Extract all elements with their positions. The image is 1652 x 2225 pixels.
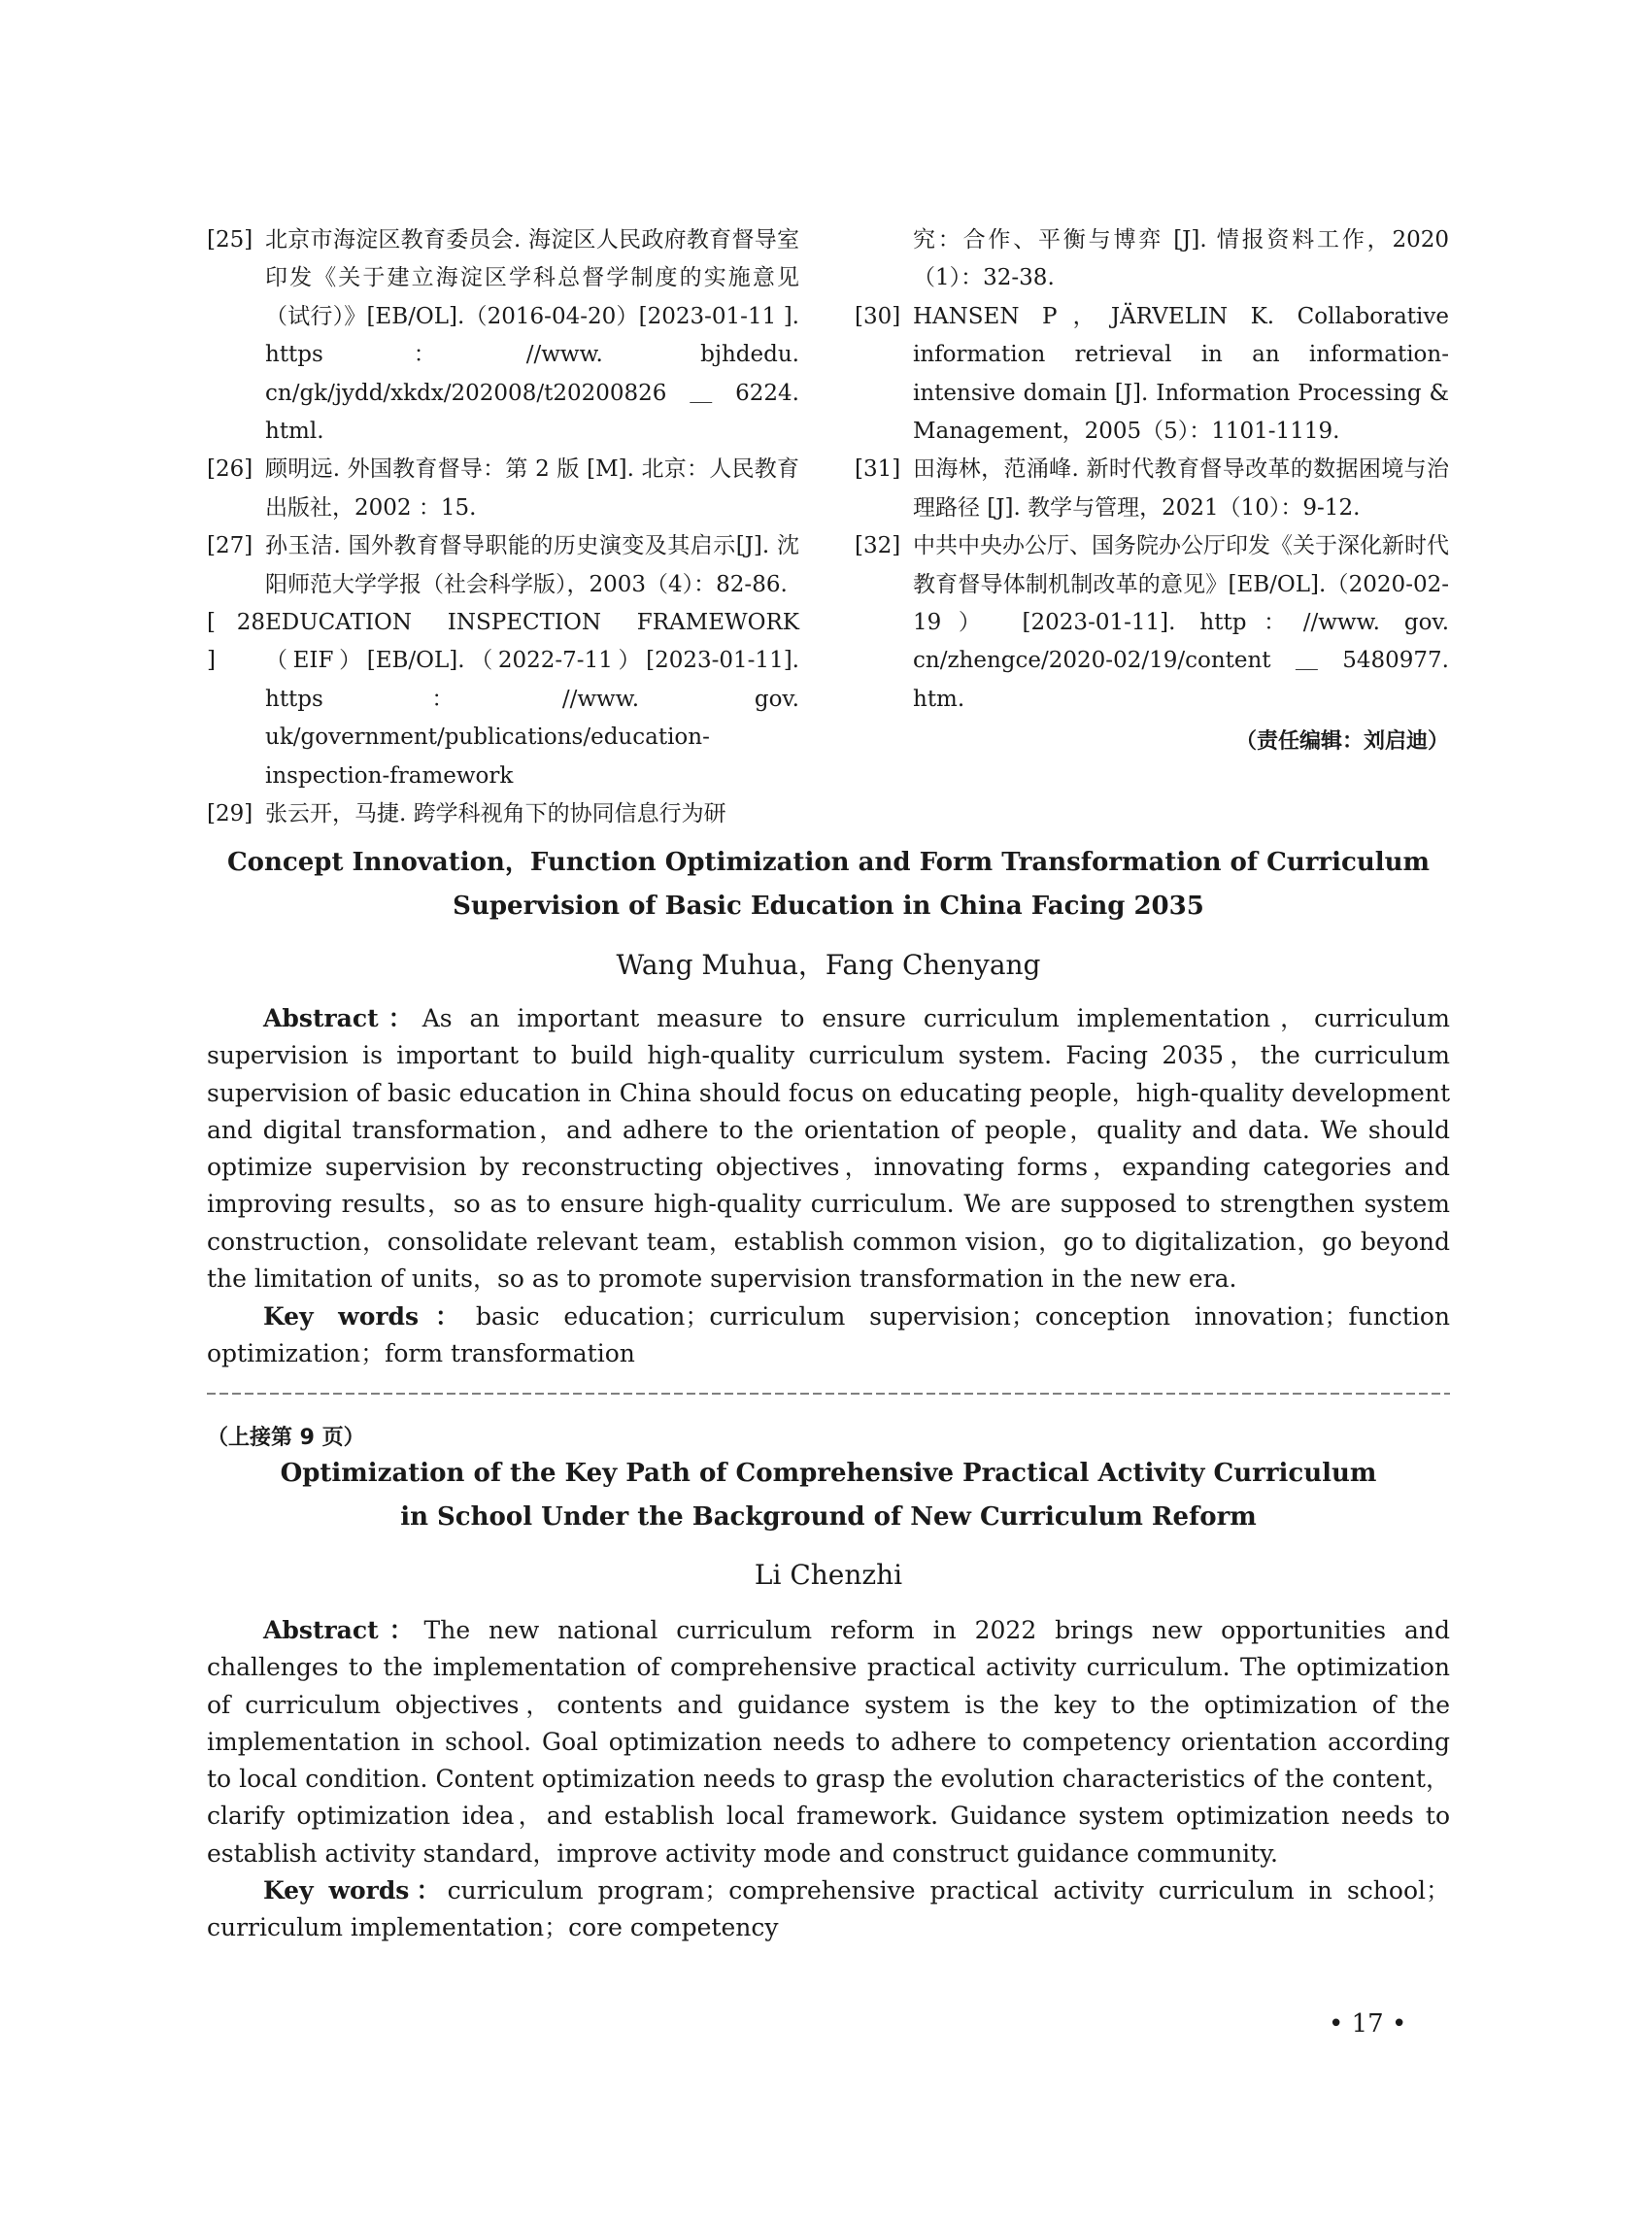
article1-title-line1: Concept Innovation，Function Optimization and Form Transformation of Curriculum: [226, 848, 1431, 877]
reference-text: HANSEN P，JÄRVELIN K. Collaborative information retrieval in an information-intensive domain [J]. Information Processing & Management，2005（5）：1101-1119.: [913, 303, 1449, 445]
article2-authors: Li Chenzhi: [754, 1559, 903, 1591]
reference-number: [27]: [207, 533, 253, 559]
reference-30: [855, 298, 1449, 452]
article1-title-line2: Supervision of Basic Education in China Facing 2035: [453, 892, 1204, 921]
reference-text: EDUCATION INSPECTION FRAMEWORK（EIF）[EB/OL].（2022-7-11）[2023-01-11]. https：//www. gov. uk/government/publications/education-inspection-framework: [265, 610, 799, 789]
reference-31: [855, 451, 1449, 527]
article1-authors: Wang Muhua，Fang Chenyang: [616, 949, 1041, 981]
article2-keywords: [207, 1872, 1450, 1947]
article1-title: [207, 841, 1450, 928]
continued-note: （上接第 9 页）: [207, 1426, 365, 1450]
abstract-label: Abstract：: [263, 1616, 424, 1644]
reference-32: [855, 527, 1449, 719]
article1-keywords: [207, 1298, 1450, 1373]
article2-title-line1: Optimization of the Key Path of Comprehensive Practical Activity Curriculum: [280, 1459, 1377, 1488]
article2-title-line2: in School Under the Background of New Curriculum Reform: [400, 1502, 1257, 1532]
reference-number: [26]: [207, 456, 253, 483]
reference-text: 田海林，范涌峰. 新时代教育督导改革的数据困境与治理路径 [J]. 教学与管理，2021（10）：9-12.: [913, 456, 1449, 521]
keywords-text: basic education；curriculum supervision；conception innovation；function optimization；form transformation: [207, 1302, 1450, 1368]
reference-number: [32]: [855, 533, 901, 559]
reference-25: [207, 221, 799, 451]
reference-text: 北京市海淀区教育委员会. 海淀区人民政府教育督导室印发《关于建立海淀区学科总督学制度的实施意见（试行）》[EB/OL].（2016-04-20）[2023-01-11 ]. https：//www. bjhdedu. cn/gk/jydd/xkdx/202008/t20200826＿6224. html.: [265, 227, 799, 445]
editor-note: （责任编辑：刘启迪）: [1234, 729, 1449, 754]
reference-29: [207, 795, 799, 833]
reference-number: [31]: [855, 456, 901, 483]
abstract-text: The new national curriculum reform in 2022 brings new opportunities and challenges to the implementation of comprehensive practical activity curriculum. The optimization of curriculum objectives，contents and guidance system is the key to the optimization of the implementation in school. Goal optimization needs to adhere to competency orientation according to local condition. Content optimization needs to grasp the evolution characteristics of the content，clarify optimization idea，and establish local framework. Guidance system optimization needs to establish activity standard，improve activity mode and construct guidance community.: [207, 1616, 1450, 1868]
reference-27: [207, 527, 799, 604]
abstract-text: As an important measure to ensure curriculum implementation，curriculum supervision is important to build high-quality curriculum system. Facing 2035，the curriculum supervision of basic education in China should focus on educating people，high-quality development and digital transformation，and adhere to the orientation of people，quality and data. We should optimize supervision by reconstructing objectives，innovating forms，expanding categories and improving results，so as to ensure high-quality curriculum. We are supposed to strengthen system construction，consolidate relevant team，establish common vision，go to digitalization，go beyond the limitation of units，so as to promote supervision transformation in the new era.: [207, 1004, 1450, 1294]
reference-text: 中共中央办公厅、国务院办公厅印发《关于深化新时代教育督导体制机制改革的意见》[EB/OL].（2020-02-19） [2023-01-11]. http：//www. gov. cn/zhengce/2020-02/19/content＿5480977. htm.: [913, 533, 1449, 712]
reference-number: [ 28 ]: [207, 610, 265, 674]
keywords-label: Key words：: [263, 1876, 448, 1905]
article1-abstract: [207, 1000, 1450, 1298]
reference-text: 孙玉洁. 国外教育督导职能的历史演变及其启示[J]. 沈阳师范大学学报（社会科学版），2003（4）：82-86.: [265, 533, 799, 597]
reference-26: [207, 451, 799, 527]
page-number: • 17 •: [1329, 2009, 1407, 2039]
reference-number: [29]: [207, 801, 253, 827]
reference-text: 究：合作、平衡与博弈 [J]. 情报资料工作，2020（1）：32-38.: [913, 227, 1449, 291]
references-left: [207, 221, 799, 834]
reference-number: [25]: [207, 227, 253, 253]
reference-29-continued: [855, 221, 1449, 298]
reference-text: 顾明远. 外国教育督导：第 2 版 [M]. 北京：人民教育出版社，2002 ：15.: [265, 456, 799, 521]
keywords-label: Key words：: [263, 1302, 476, 1331]
references-right: [855, 221, 1449, 719]
reference-number: [30]: [855, 303, 901, 329]
article2-title: [207, 1452, 1450, 1539]
reference-28: [207, 604, 799, 795]
reference-text: 张云开，马捷. 跨学科视角下的协同信息行为研: [265, 801, 726, 827]
keywords-text: curriculum program；comprehensive practical activity curriculum in school；curriculum implementation；core competency: [207, 1876, 1450, 1942]
article2-abstract: [207, 1612, 1450, 1872]
abstract-label: Abstract：: [263, 1004, 422, 1032]
section-divider: [207, 1391, 1450, 1397]
